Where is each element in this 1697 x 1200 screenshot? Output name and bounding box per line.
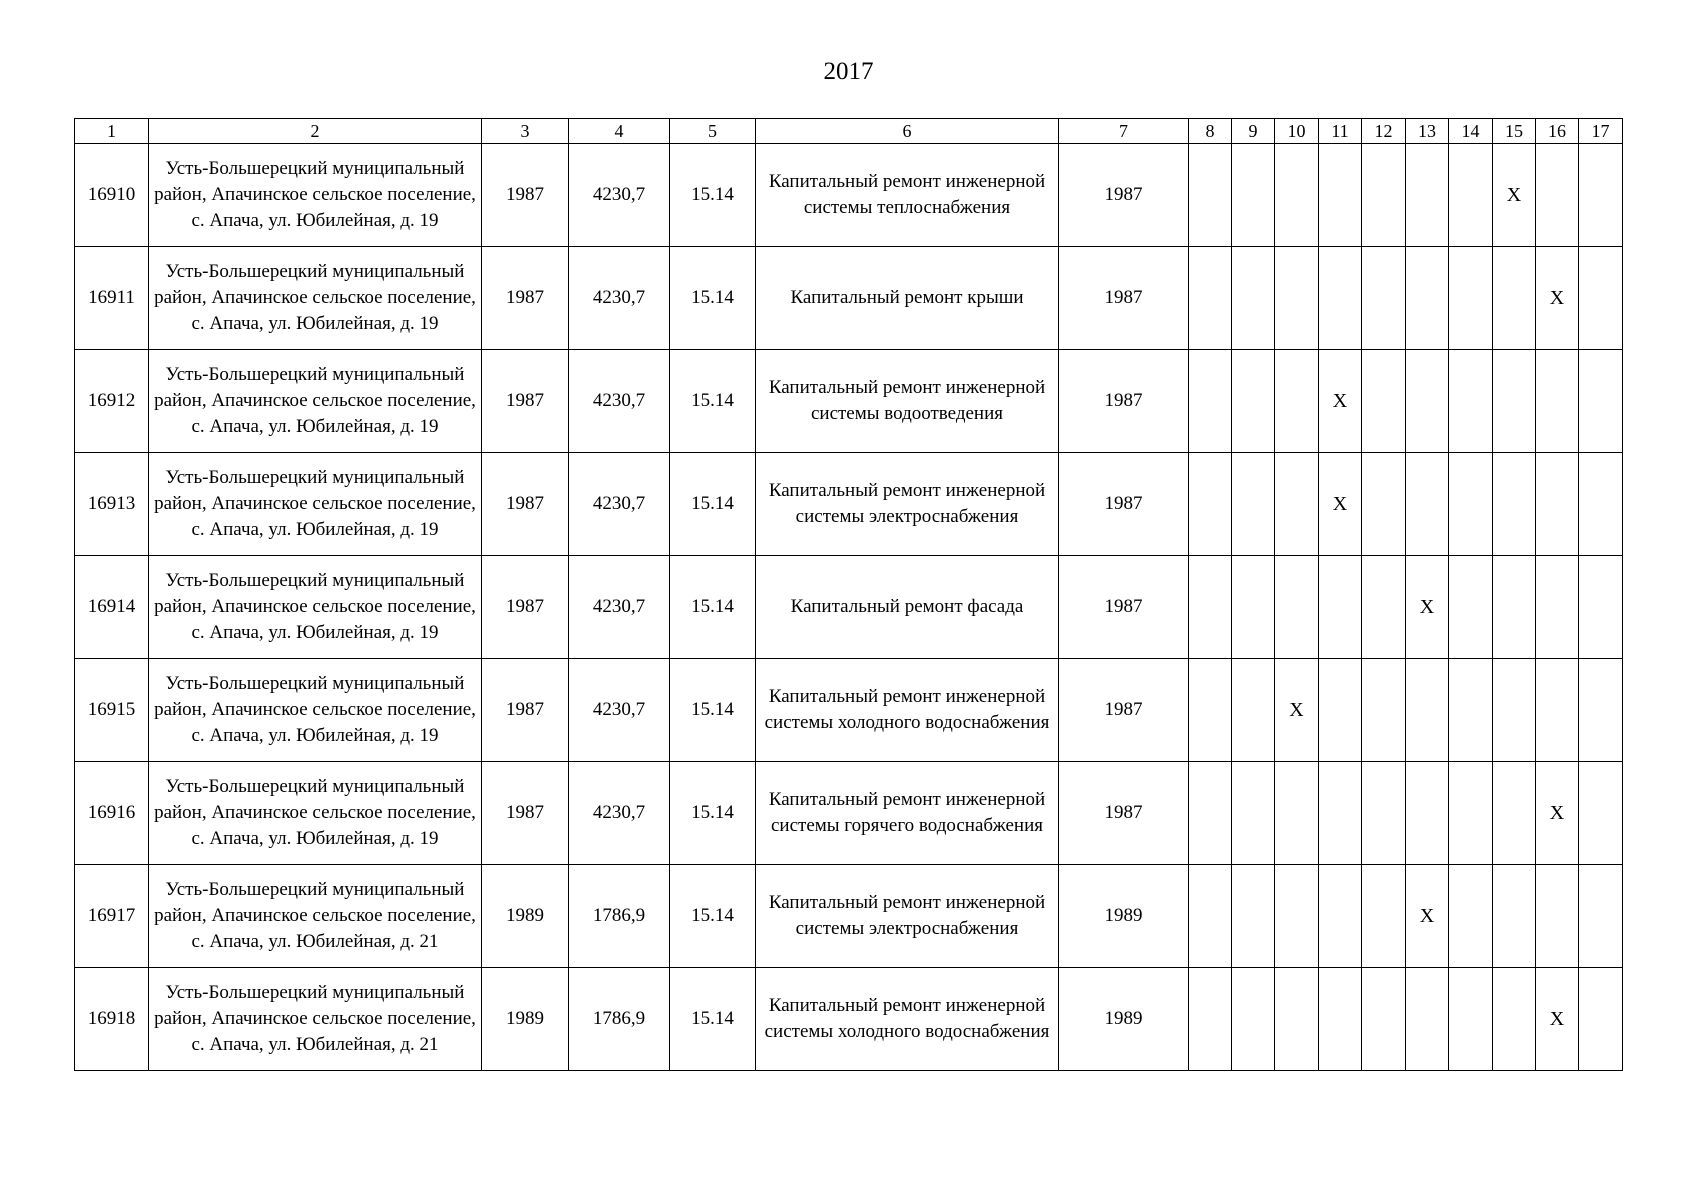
repair-year-cell: 1987: [1059, 556, 1189, 659]
year-built-cell: 1987: [482, 453, 569, 556]
area-cell: 4230,7: [569, 659, 670, 762]
mark-cell: X: [1275, 659, 1319, 762]
repair-year-cell: 1987: [1059, 453, 1189, 556]
mark-cell: [1406, 659, 1449, 762]
work-type-cell: Капитальный ремонт фасада: [756, 556, 1059, 659]
header-cell: 4: [569, 119, 670, 144]
mark-cell: [1189, 865, 1232, 968]
code-cell: 15.14: [670, 556, 756, 659]
table-row: [75, 247, 1623, 350]
address-cell: Усть-Большерецкий муниципальный район, Апачинское сельское поселение, с. Апача, ул. Юбилейная, д. 19: [149, 247, 482, 350]
mark-cell: [1406, 453, 1449, 556]
code-cell: 15.14: [670, 865, 756, 968]
row-id-cell: 16916: [75, 762, 149, 865]
mark-cell: [1449, 247, 1493, 350]
mark-cell: [1579, 865, 1623, 968]
mark-cell: [1319, 556, 1362, 659]
mark-cell: [1536, 144, 1579, 247]
header-cell: 2: [149, 119, 482, 144]
repair-year-cell: 1987: [1059, 144, 1189, 247]
mark-cell: [1449, 453, 1493, 556]
mark-cell: [1362, 968, 1406, 1071]
mark-cell: [1232, 144, 1275, 247]
table-row: [75, 556, 1623, 659]
mark-cell: [1406, 247, 1449, 350]
mark-cell: [1493, 762, 1536, 865]
mark-cell: [1449, 659, 1493, 762]
header-cell: 3: [482, 119, 569, 144]
mark-cell: [1232, 453, 1275, 556]
year-built-cell: 1987: [482, 247, 569, 350]
repair-year-cell: 1989: [1059, 968, 1189, 1071]
header-cell: 6: [756, 119, 1059, 144]
work-type-cell: Капитальный ремонт инженерной системы водоотведения: [756, 350, 1059, 453]
mark-cell: [1493, 968, 1536, 1071]
row-id-cell: 16914: [75, 556, 149, 659]
mark-cell: [1275, 350, 1319, 453]
area-cell: 1786,9: [569, 865, 670, 968]
year-built-cell: 1987: [482, 144, 569, 247]
row-id-cell: 16912: [75, 350, 149, 453]
header-cell: 13: [1406, 119, 1449, 144]
mark-cell: X: [1493, 144, 1536, 247]
mark-cell: [1319, 865, 1362, 968]
mark-cell: [1406, 762, 1449, 865]
header-cell: 11: [1319, 119, 1362, 144]
mark-cell: [1362, 247, 1406, 350]
mark-cell: [1189, 556, 1232, 659]
page-number: 2017: [823, 58, 874, 85]
mark-cell: X: [1536, 762, 1579, 865]
header-row: [75, 119, 1623, 144]
code-cell: 15.14: [670, 762, 756, 865]
mark-cell: X: [1536, 247, 1579, 350]
mark-cell: [1189, 350, 1232, 453]
work-type-cell: Капитальный ремонт инженерной системы горячего водоснабжения: [756, 762, 1059, 865]
code-cell: 15.14: [670, 350, 756, 453]
mark-cell: [1493, 350, 1536, 453]
mark-cell: [1493, 865, 1536, 968]
mark-cell: [1493, 556, 1536, 659]
header-cell: 14: [1449, 119, 1493, 144]
year-built-cell: 1989: [482, 968, 569, 1071]
table-row: [75, 762, 1623, 865]
address-cell: Усть-Большерецкий муниципальный район, Апачинское сельское поселение, с. Апача, ул. Юбилейная, д. 19: [149, 350, 482, 453]
mark-cell: [1362, 453, 1406, 556]
address-cell: Усть-Большерецкий муниципальный район, Апачинское сельское поселение, с. Апача, ул. Юбилейная, д. 21: [149, 968, 482, 1071]
code-cell: 15.14: [670, 659, 756, 762]
mark-cell: X: [1406, 865, 1449, 968]
mark-cell: [1232, 247, 1275, 350]
work-type-cell: Капитальный ремонт инженерной системы теплоснабжения: [756, 144, 1059, 247]
mark-cell: [1275, 247, 1319, 350]
mark-cell: [1275, 556, 1319, 659]
header-cell: 5: [670, 119, 756, 144]
year-built-cell: 1987: [482, 556, 569, 659]
table-row: [75, 453, 1623, 556]
mark-cell: [1536, 865, 1579, 968]
mark-cell: X: [1319, 350, 1362, 453]
work-type-cell: Капитальный ремонт крыши: [756, 247, 1059, 350]
mark-cell: [1189, 144, 1232, 247]
year-built-cell: 1987: [482, 659, 569, 762]
address-cell: Усть-Большерецкий муниципальный район, Апачинское сельское поселение, с. Апача, ул. Юбилейная, д. 21: [149, 865, 482, 968]
row-id-cell: 16917: [75, 865, 149, 968]
area-cell: 4230,7: [569, 762, 670, 865]
row-id-cell: 16910: [75, 144, 149, 247]
area-cell: 4230,7: [569, 144, 670, 247]
mark-cell: [1232, 762, 1275, 865]
row-id-cell: 16911: [75, 247, 149, 350]
header-cell: 16: [1536, 119, 1579, 144]
area-cell: 4230,7: [569, 247, 670, 350]
header-cell: 7: [1059, 119, 1189, 144]
mark-cell: [1493, 453, 1536, 556]
header-cell: 1: [75, 119, 149, 144]
row-id-cell: 16918: [75, 968, 149, 1071]
mark-cell: [1275, 865, 1319, 968]
mark-cell: [1493, 247, 1536, 350]
code-cell: 15.14: [670, 453, 756, 556]
mark-cell: [1319, 247, 1362, 350]
mark-cell: [1579, 247, 1623, 350]
repair-year-cell: 1987: [1059, 350, 1189, 453]
repair-year-cell: 1987: [1059, 762, 1189, 865]
area-cell: 4230,7: [569, 350, 670, 453]
header-cell: 8: [1189, 119, 1232, 144]
mark-cell: X: [1319, 453, 1362, 556]
mark-cell: [1449, 865, 1493, 968]
mark-cell: [1362, 144, 1406, 247]
table-body: [75, 144, 1623, 1071]
mark-cell: [1232, 865, 1275, 968]
mark-cell: [1232, 659, 1275, 762]
mark-cell: [1493, 659, 1536, 762]
mark-cell: [1189, 659, 1232, 762]
header-cell: 15: [1493, 119, 1536, 144]
mark-cell: [1449, 762, 1493, 865]
mark-cell: [1275, 762, 1319, 865]
mark-cell: [1579, 659, 1623, 762]
row-id-cell: 16915: [75, 659, 149, 762]
mark-cell: X: [1536, 968, 1579, 1071]
address-cell: Усть-Большерецкий муниципальный район, Апачинское сельское поселение, с. Апача, ул. Юбилейная, д. 19: [149, 762, 482, 865]
area-cell: 4230,7: [569, 556, 670, 659]
mark-cell: [1275, 968, 1319, 1071]
work-type-cell: Капитальный ремонт инженерной системы холодного водоснабжения: [756, 659, 1059, 762]
work-type-cell: Капитальный ремонт инженерной системы электроснабжения: [756, 453, 1059, 556]
mark-cell: [1232, 350, 1275, 453]
year-built-cell: 1987: [482, 350, 569, 453]
mark-cell: [1319, 659, 1362, 762]
mark-cell: [1319, 144, 1362, 247]
mark-cell: [1319, 968, 1362, 1071]
mark-cell: [1449, 968, 1493, 1071]
repair-year-cell: 1989: [1059, 865, 1189, 968]
area-cell: 4230,7: [569, 453, 670, 556]
mark-cell: [1362, 350, 1406, 453]
mark-cell: [1536, 453, 1579, 556]
mark-cell: [1362, 762, 1406, 865]
mark-cell: X: [1406, 556, 1449, 659]
mark-cell: [1362, 659, 1406, 762]
mark-cell: [1362, 865, 1406, 968]
mark-cell: [1449, 144, 1493, 247]
header-cell: 10: [1275, 119, 1319, 144]
mark-cell: [1406, 350, 1449, 453]
mark-cell: [1189, 968, 1232, 1071]
mark-cell: [1189, 453, 1232, 556]
address-cell: Усть-Большерецкий муниципальный район, Апачинское сельское поселение, с. Апача, ул. Юбилейная, д. 19: [149, 556, 482, 659]
capital-repair-table: [74, 118, 1623, 1071]
mark-cell: [1536, 350, 1579, 453]
mark-cell: [1189, 762, 1232, 865]
table-row: [75, 144, 1623, 247]
year-built-cell: 1987: [482, 762, 569, 865]
mark-cell: [1579, 556, 1623, 659]
year-built-cell: 1989: [482, 865, 569, 968]
header-cell: 12: [1362, 119, 1406, 144]
mark-cell: [1406, 144, 1449, 247]
area-cell: 1786,9: [569, 968, 670, 1071]
repair-year-cell: 1987: [1059, 247, 1189, 350]
row-id-cell: 16913: [75, 453, 149, 556]
repair-year-cell: 1987: [1059, 659, 1189, 762]
table-row: [75, 865, 1623, 968]
mark-cell: [1275, 453, 1319, 556]
mark-cell: [1232, 556, 1275, 659]
header-cell: 17: [1579, 119, 1623, 144]
mark-cell: [1449, 556, 1493, 659]
mark-cell: [1449, 350, 1493, 453]
address-cell: Усть-Большерецкий муниципальный район, Апачинское сельское поселение, с. Апача, ул. Юбилейная, д. 19: [149, 659, 482, 762]
mark-cell: [1189, 247, 1232, 350]
table-row: [75, 659, 1623, 762]
mark-cell: [1232, 968, 1275, 1071]
code-cell: 15.14: [670, 968, 756, 1071]
code-cell: 15.14: [670, 247, 756, 350]
mark-cell: [1319, 762, 1362, 865]
mark-cell: [1536, 659, 1579, 762]
mark-cell: [1579, 144, 1623, 247]
table-row: [75, 968, 1623, 1071]
mark-cell: [1579, 762, 1623, 865]
work-type-cell: Капитальный ремонт инженерной системы электроснабжения: [756, 865, 1059, 968]
mark-cell: [1362, 556, 1406, 659]
address-cell: Усть-Большерецкий муниципальный район, Апачинское сельское поселение, с. Апача, ул. Юбилейная, д. 19: [149, 453, 482, 556]
table-row: [75, 350, 1623, 453]
header-cell: 9: [1232, 119, 1275, 144]
address-cell: Усть-Большерецкий муниципальный район, Апачинское сельское поселение, с. Апача, ул. Юбилейная, д. 19: [149, 144, 482, 247]
mark-cell: [1579, 350, 1623, 453]
work-type-cell: Капитальный ремонт инженерной системы холодного водоснабжения: [756, 968, 1059, 1071]
mark-cell: [1406, 968, 1449, 1071]
mark-cell: [1579, 453, 1623, 556]
code-cell: 15.14: [670, 144, 756, 247]
mark-cell: [1536, 556, 1579, 659]
mark-cell: [1579, 968, 1623, 1071]
mark-cell: [1275, 144, 1319, 247]
